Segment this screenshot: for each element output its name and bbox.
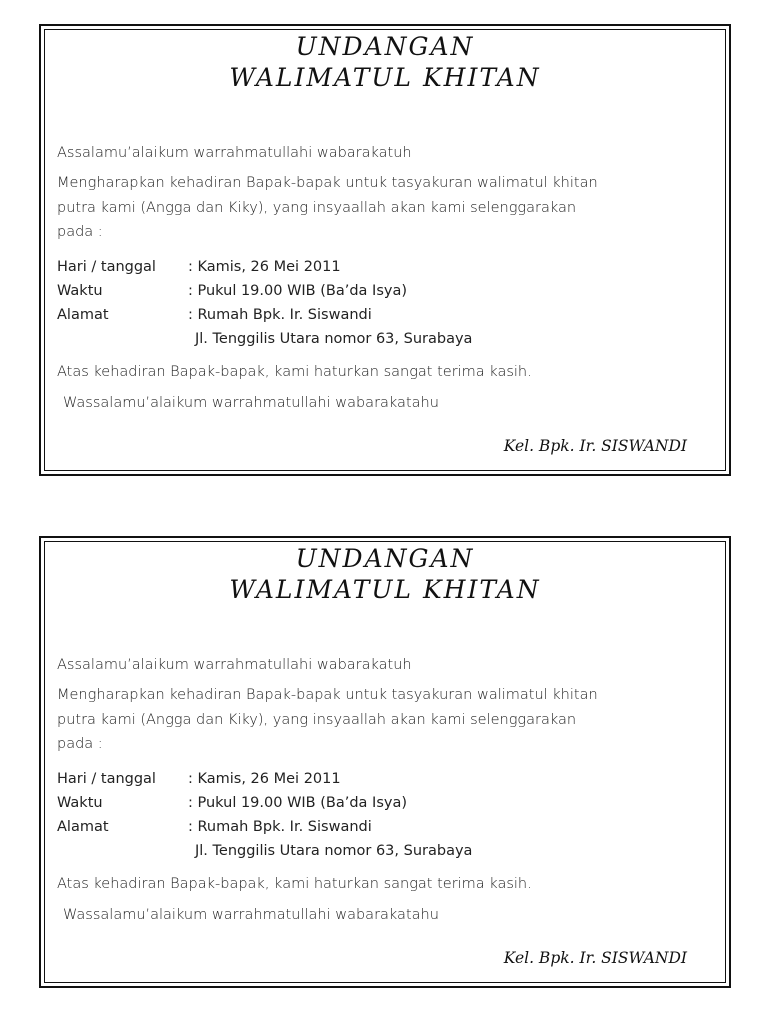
time-value: : Pukul 19.00 WIB (Ba’da Isya) bbox=[188, 795, 407, 811]
address-value: : Rumah Bpk. Ir. Siswandi bbox=[188, 307, 372, 323]
address-value-line-2: Jl. Tenggilis Utara nomor 63, Surabaya bbox=[195, 331, 473, 347]
invitation-subtitle: WALIMATUL KHITAN bbox=[229, 63, 541, 92]
body-line-1: Mengharapkan kehadiran Bapak-bapak untuk tasyakuran walimatul khitan bbox=[57, 687, 598, 703]
closing-text: Wassalamu’alaikum warrahmatullahi wabarakatahu bbox=[63, 395, 439, 411]
address-value: : Rumah Bpk. Ir. Siswandi bbox=[188, 819, 372, 835]
address-label: Alamat bbox=[57, 307, 109, 323]
greeting-text: Assalamu’alaikum warrahmatullahi wabarakatuh bbox=[57, 657, 412, 673]
invitation-subtitle: WALIMATUL KHITAN bbox=[229, 575, 541, 604]
time-label: Waktu bbox=[57, 795, 103, 811]
closing-text: Wassalamu’alaikum warrahmatullahi wabarakatahu bbox=[63, 907, 439, 923]
invitation-card-inner-border bbox=[44, 541, 726, 983]
thanks-text: Atas kehadiran Bapak-bapak, kami haturkan sangat terima kasih. bbox=[57, 876, 532, 892]
body-line-1: Mengharapkan kehadiran Bapak-bapak untuk tasyakuran walimatul khitan bbox=[57, 175, 598, 191]
day-label: Hari / tanggal bbox=[57, 259, 156, 275]
day-label: Hari / tanggal bbox=[57, 771, 156, 787]
day-value: : Kamis, 26 Mei 2011 bbox=[188, 771, 341, 787]
invitation-title: UNDANGAN bbox=[295, 32, 475, 61]
body-line-2: putra kami (Angga dan Kiky), yang insyaallah akan kami selenggarakan bbox=[57, 200, 577, 216]
invitation-title: UNDANGAN bbox=[295, 544, 475, 573]
greeting-text: Assalamu’alaikum warrahmatullahi wabarakatuh bbox=[57, 145, 412, 161]
address-value-line-2: Jl. Tenggilis Utara nomor 63, Surabaya bbox=[195, 843, 473, 859]
body-line-2: putra kami (Angga dan Kiky), yang insyaallah akan kami selenggarakan bbox=[57, 712, 577, 728]
invitation-card-1 bbox=[39, 24, 731, 476]
body-line-3: pada : bbox=[57, 224, 103, 240]
invitation-card-2 bbox=[39, 536, 731, 988]
signature: Kel. Bpk. Ir. SISWANDI bbox=[503, 949, 687, 967]
time-label: Waktu bbox=[57, 283, 103, 299]
invitation-card-inner-border bbox=[44, 29, 726, 471]
signature: Kel. Bpk. Ir. SISWANDI bbox=[503, 437, 687, 455]
address-label: Alamat bbox=[57, 819, 109, 835]
time-value: : Pukul 19.00 WIB (Ba’da Isya) bbox=[188, 283, 407, 299]
day-value: : Kamis, 26 Mei 2011 bbox=[188, 259, 341, 275]
body-line-3: pada : bbox=[57, 736, 103, 752]
thanks-text: Atas kehadiran Bapak-bapak, kami haturkan sangat terima kasih. bbox=[57, 364, 532, 380]
